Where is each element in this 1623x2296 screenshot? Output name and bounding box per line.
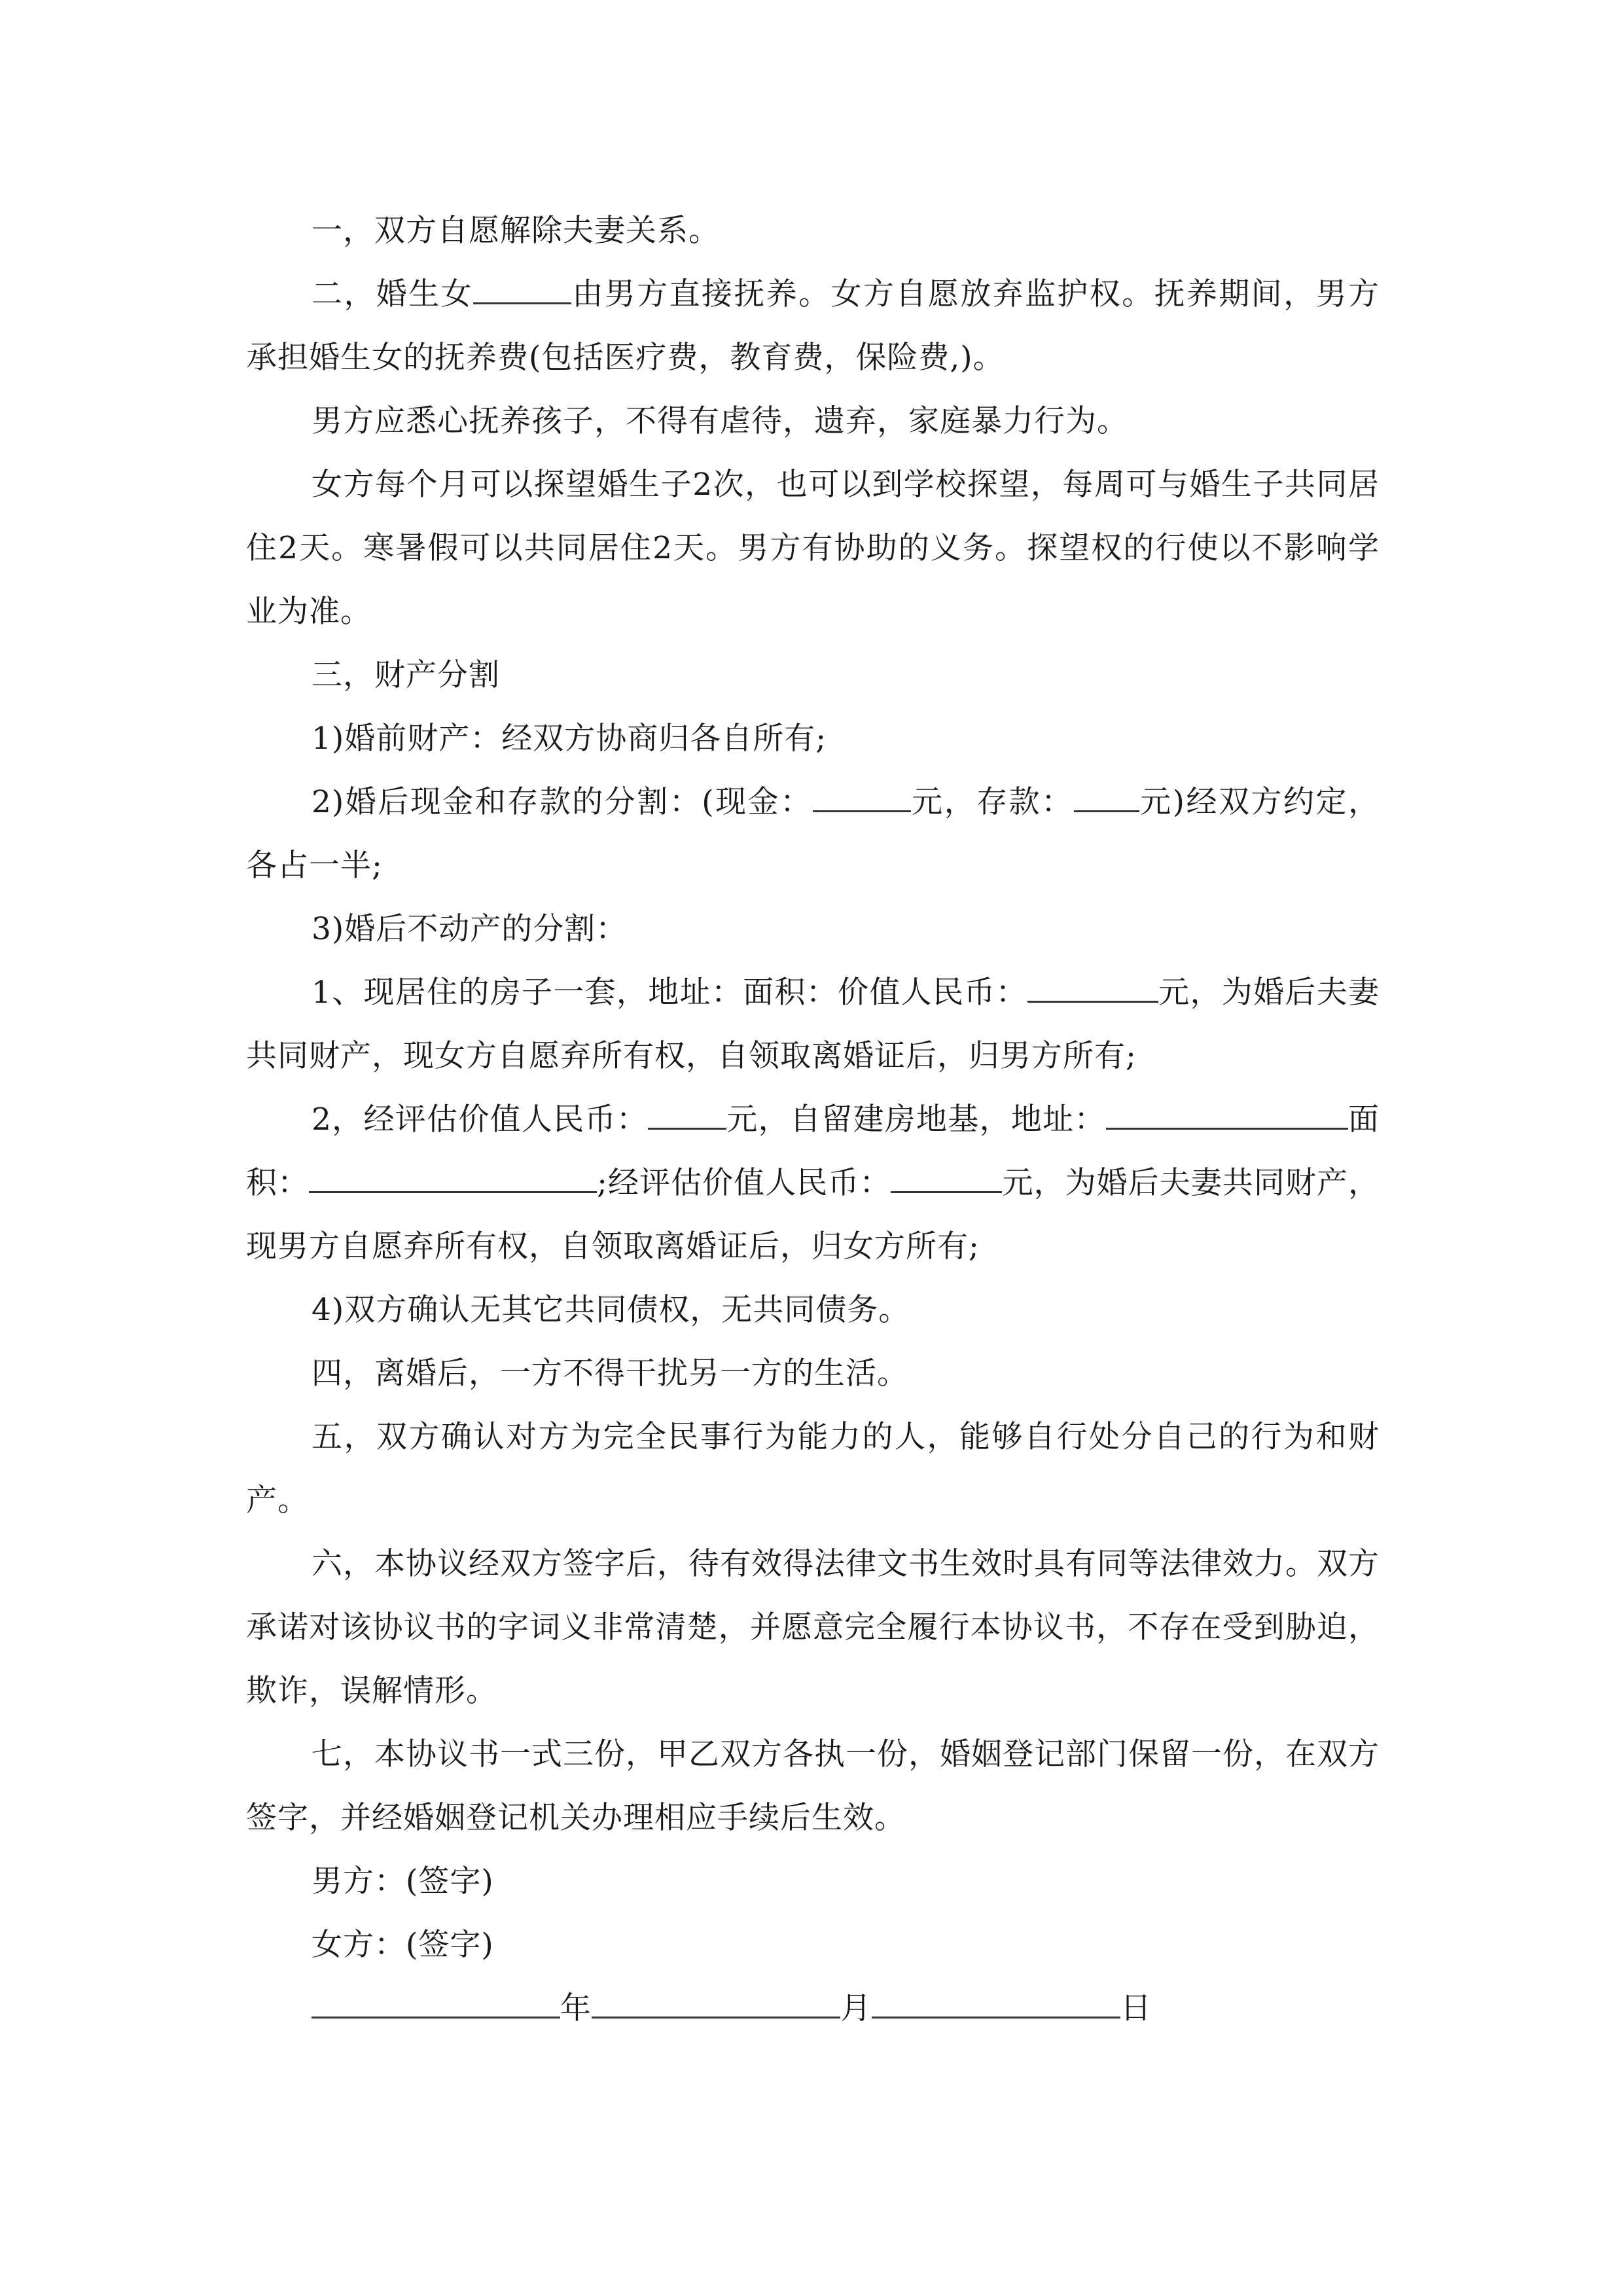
real-estate-item-1 bbox=[246, 961, 1380, 1088]
clause-3-heading: 三，财产分割 bbox=[312, 657, 500, 693]
clause-3-premarital: 1)婚前财产：经双方协商归各自所有; bbox=[312, 721, 827, 757]
cash-text-c: 元)经双方约定，各占一半; bbox=[246, 784, 1380, 884]
day-blank bbox=[872, 1982, 1120, 2018]
deposit-amount-blank bbox=[1074, 776, 1139, 812]
month-blank bbox=[592, 1982, 840, 2018]
land-text-d: ;经评估价值人民币： bbox=[597, 1165, 891, 1201]
year-label: 年 bbox=[560, 1990, 592, 2026]
clause-3-real-estate: 3)婚后不动产的分割： bbox=[312, 911, 628, 947]
cash-text-b: 元，存款： bbox=[910, 784, 1074, 820]
clause-6: 六，本协议经双方签字后，待有效得法律文书生效时具有同等法律效力。双方承诺对该协议书的字词义非常清楚，并愿意完全履行本协议书，不存在受到胁迫，欺诈，误解情形。 bbox=[246, 1546, 1380, 1709]
land-text-a: 2，经评估价值人民币： bbox=[312, 1102, 649, 1138]
land-text-b: 元，自留建房地基，地址： bbox=[726, 1102, 1106, 1138]
husband-signature-line: 男方：(签字) bbox=[312, 1863, 494, 1899]
house-value-blank bbox=[1027, 967, 1158, 1003]
land-area-blank bbox=[309, 1157, 597, 1193]
date-line bbox=[246, 1977, 1380, 2040]
real-estate-item-2 bbox=[246, 1088, 1380, 1278]
house-text-a: 1、现居住的房子一套，地址：面积：价值人民币： bbox=[312, 975, 1027, 1011]
day-label: 日 bbox=[1120, 1990, 1152, 2026]
clause-2 bbox=[246, 262, 1380, 389]
cash-amount-blank bbox=[813, 776, 911, 812]
year-blank bbox=[312, 1982, 560, 2018]
house-text-b: 元，为婚后夫妻共同财产，现女方自愿弃所有权，自领取离婚证后，归男方所有; bbox=[246, 975, 1380, 1074]
wife-signature-line: 女方：(签字) bbox=[312, 1927, 494, 1963]
land-appraisal-blank bbox=[891, 1157, 1002, 1193]
land-address-blank bbox=[1106, 1094, 1348, 1130]
daughter-name-blank bbox=[473, 268, 571, 304]
clause-1: 一，双方自愿解除夫妻关系。 bbox=[312, 213, 720, 249]
clause-3-cash-deposit bbox=[246, 770, 1380, 897]
clause-4: 四，离婚后，一方不得干扰另一方的生活。 bbox=[312, 1355, 908, 1391]
land-text-e: 元，为婚后夫妻共同财产，现男方自愿弃所有权，自领取离婚证后，归女方所有; bbox=[246, 1165, 1380, 1265]
cash-text-a: 2)婚后现金和存款的分割：(现金： bbox=[312, 784, 813, 820]
agreement-body bbox=[246, 199, 1380, 2040]
month-label: 月 bbox=[840, 1990, 872, 2026]
clause-3-debts: 4)双方确认无其它共同债权，无共同债务。 bbox=[312, 1292, 910, 1328]
clause-2-custody: 男方应悉心抚养孩子，不得有虐待，遗弃，家庭暴力行为。 bbox=[312, 403, 1128, 439]
clause-7: 七，本协议书一式三份，甲乙双方各执一份，婚姻登记部门保留一份，在双方签字，并经婚姻登记机关办理相应手续后生效。 bbox=[246, 1736, 1380, 1836]
clause-2-text-a: 二，婚生女 bbox=[312, 276, 473, 312]
clause-2-text-b: 由男方直接抚养。女方自愿放弃监护权。抚养期间，男方承担婚生女的抚养费(包括医疗费，教育费，保险费,)。 bbox=[246, 276, 1380, 376]
clause-2-visitation: 女方每个月可以探望婚生子2次，也可以到学校探望，每周可与婚生子共同居住2天。寒暑假可以共同居住2天。男方有协助的义务。探望权的行使以不影响学业为准。 bbox=[246, 467, 1380, 630]
land-text-c: 面积： bbox=[246, 1102, 1380, 1201]
land-value-blank bbox=[648, 1094, 726, 1130]
clause-5: 五，双方确认对方为完全民事行为能力的人，能够自行处分自己的行为和财产。 bbox=[246, 1419, 1380, 1518]
